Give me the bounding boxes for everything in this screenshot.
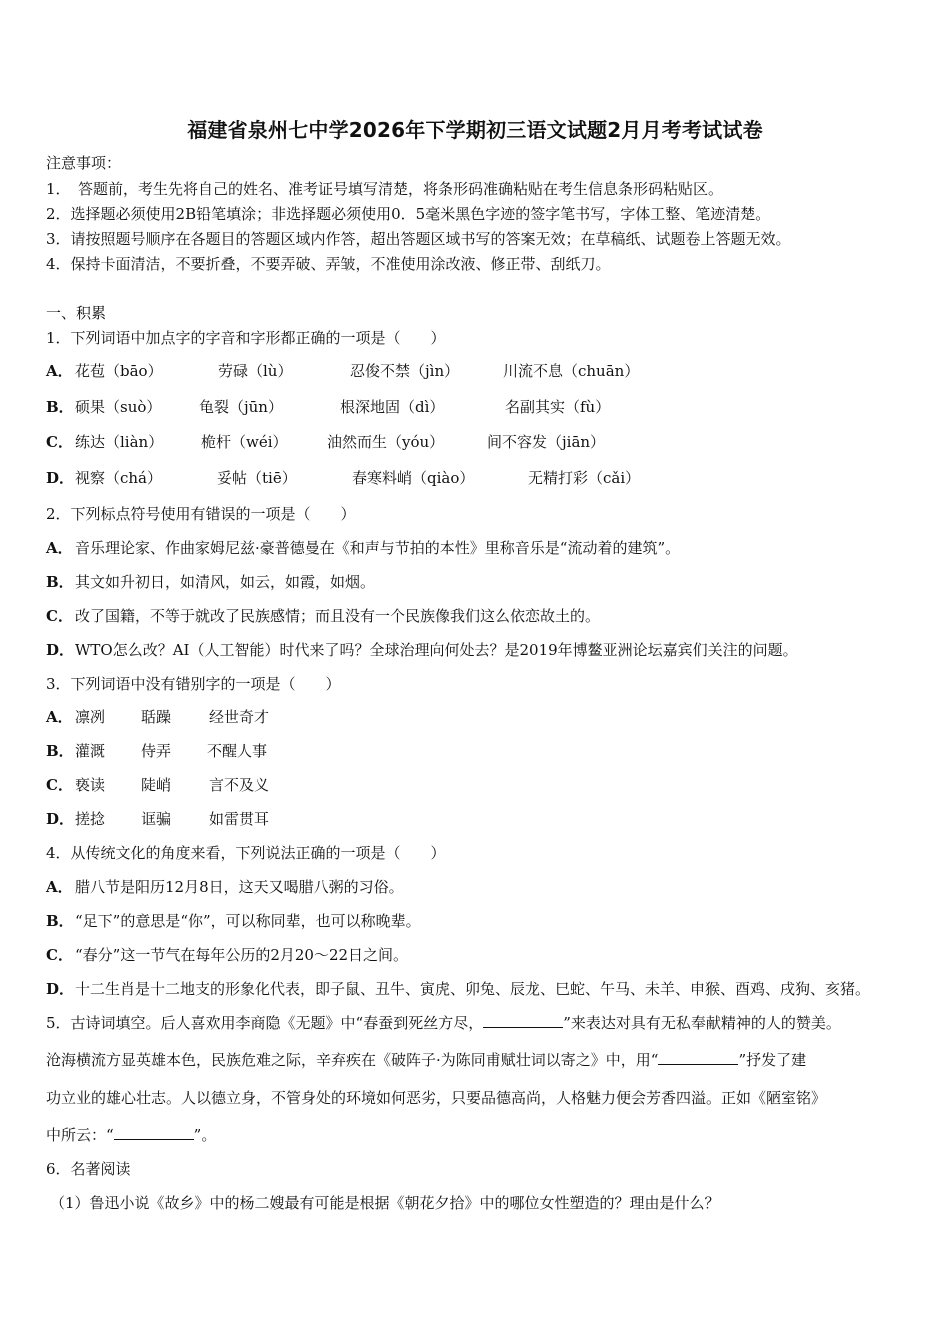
option-label: C． xyxy=(46,607,73,625)
option-word: 灌溉 xyxy=(75,742,106,760)
option-label: C． xyxy=(46,433,73,451)
option-word: 无精打彩（cǎi） xyxy=(528,469,641,487)
option-word: 言不及义 xyxy=(209,776,270,794)
option-text: WTO怎么改？AI（人工智能）时代来了吗？全球治理向何处去？是2019年博鳌亚洲论坛嘉宾们关注的问题。 xyxy=(75,641,798,659)
question-text: ”。 xyxy=(193,1126,217,1144)
option-text: 十二生肖是十二地支的形象化代表，即子鼠、丑牛、寅虎、卯兔、辰龙、巳蛇、午马、未羊、申猴、酉鸡、戌狗、亥猪。 xyxy=(75,980,871,998)
option-word: 劳碌（lù） xyxy=(218,362,293,380)
option-word: 油然而生（yóu） xyxy=(327,433,445,451)
option-word: 亵读 xyxy=(75,776,106,794)
option-word: 春寒料峭（qiào） xyxy=(352,469,475,487)
sub-question: （1）鲁迅小说《故乡》中的杨二嫂最有可能是根据《朝花夕拾》中的哪位女性塑造的？理由是什么？ xyxy=(50,1194,720,1212)
option-label: B． xyxy=(46,742,74,760)
option-word: 搓捻 xyxy=(75,810,106,828)
option-label: C． xyxy=(46,946,73,964)
page-title: 福建省泉州七中学2026年下学期初三语文试题2月月考考试试卷 xyxy=(187,118,763,142)
option-label: A． xyxy=(46,362,73,380)
option-label: B． xyxy=(46,573,74,591)
option-label: C． xyxy=(46,776,73,794)
option-label: A． xyxy=(46,708,73,726)
option-word: 练达（liàn） xyxy=(75,433,164,451)
option-label: A． xyxy=(46,539,73,557)
option-text: “春分”这一节气在每年公历的2月20～22日之间。 xyxy=(75,946,409,964)
option-word: 视察（chá） xyxy=(75,469,163,487)
option-text: 改了国籍，不等于就改了民族感情；而且没有一个民族像我们这么依恋故土的。 xyxy=(75,607,601,625)
notice-item: 4．保持卡面清洁，不要折叠，不要弄破、弄皱，不准使用涂改液、修正带、刮纸刀。 xyxy=(46,255,611,273)
question-text: ”抒发了建 xyxy=(738,1051,807,1069)
option-word: 根深地固（dì） xyxy=(340,398,445,416)
question-stem: 6．名著阅读 xyxy=(46,1160,131,1178)
option-word: 陡峭 xyxy=(141,776,172,794)
question-line xyxy=(46,1049,806,1070)
question-stem: 4．从传统文化的角度来看，下列说法正确的一项是（ ） xyxy=(46,844,446,862)
notice-item: 2．选择题必须使用2B铅笔填涂；非选择题必须使用0．5毫米黑色字迹的签字笔书写，字体工整、笔迹清楚。 xyxy=(46,205,771,223)
option-label: D． xyxy=(46,641,75,659)
option-word: 花苞（bāo） xyxy=(75,362,163,380)
option-text: 腊八节是阳历12月8日，这天又喝腊八粥的习俗。 xyxy=(75,878,404,896)
question-text: 5．古诗词填空。后人喜欢用李商隐《无题》中“春蚕到死丝方尽， xyxy=(46,1014,484,1032)
option-word: 妥帖（tiē） xyxy=(217,469,297,487)
answer-blank[interactable] xyxy=(483,1013,563,1028)
option-word: 诓骗 xyxy=(141,810,172,828)
option-label: B． xyxy=(46,398,74,416)
option-word: 聒躁 xyxy=(141,708,172,726)
option-word: 桅杆（wéi） xyxy=(201,433,288,451)
question-stem: 2．下列标点符号使用有错误的一项是（ ） xyxy=(46,505,356,523)
option-word: 间不容发（jiān） xyxy=(487,433,606,451)
section-heading: 一、积累 xyxy=(46,304,107,322)
option-label: A． xyxy=(46,878,73,896)
question-text: ”来表达对具有无私奉献精神的人的赞美。 xyxy=(563,1014,841,1032)
option-word: 川流不息（chuān） xyxy=(503,362,640,380)
question-line xyxy=(46,1012,841,1033)
option-word: 凛冽 xyxy=(75,708,106,726)
option-label: D． xyxy=(46,980,75,998)
option-word: 硕果（suò） xyxy=(75,398,162,416)
option-word: 如雷贯耳 xyxy=(209,810,270,828)
option-word: 侍弄 xyxy=(141,742,172,760)
option-text: “足下”的意思是“你”，可以称同辈，也可以称晚辈。 xyxy=(75,912,421,930)
option-word: 名副其实（fù） xyxy=(505,398,611,416)
answer-blank[interactable] xyxy=(114,1125,194,1140)
option-word: 龟裂（jūn） xyxy=(199,398,283,416)
option-word: 经世奇才 xyxy=(209,708,270,726)
question-text: 中所云：“ xyxy=(46,1126,114,1144)
option-label: D． xyxy=(46,469,75,487)
question-stem: 1．下列词语中加点字的字音和字形都正确的一项是（ ） xyxy=(46,329,446,347)
question-text: 沧海横流方显英雄本色，民族危难之际，辛弃疾在《破阵子·为陈同甫赋壮词以寄之》中，用“ xyxy=(46,1051,659,1069)
option-text: 音乐理论家、作曲家姆尼兹·豪普德曼在《和声与节拍的本性》里称音乐是“流动着的建筑”。 xyxy=(75,539,681,557)
notice-heading: 注意事项： xyxy=(46,154,122,172)
answer-blank[interactable] xyxy=(658,1050,738,1065)
option-label: B． xyxy=(46,912,74,930)
notice-item: 3．请按照题号顺序在各题目的答题区域内作答，超出答题区域书写的答案无效；在草稿纸、试题卷上答题无效。 xyxy=(46,230,791,248)
option-word: 忍俊不禁（jìn） xyxy=(350,362,460,380)
notice-item: 1． 答题前，考生先将自己的姓名、准考证号填写清楚，将条形码准确粘贴在考生信息条形码粘贴区。 xyxy=(46,180,724,198)
question-line xyxy=(46,1124,216,1145)
question-line: 功立业的雄心壮志。人以德立身，不管身处的环境如何恶劣，只要品德高尚，人格魅力便会芳香四溢。正如《陋室铭》 xyxy=(46,1089,827,1107)
option-label: D． xyxy=(46,810,75,828)
question-stem: 3．下列词语中没有错别字的一项是（ ） xyxy=(46,675,341,693)
option-text: 其文如升初日，如清风，如云，如霞，如烟。 xyxy=(75,573,376,591)
option-word: 不醒人事 xyxy=(207,742,268,760)
